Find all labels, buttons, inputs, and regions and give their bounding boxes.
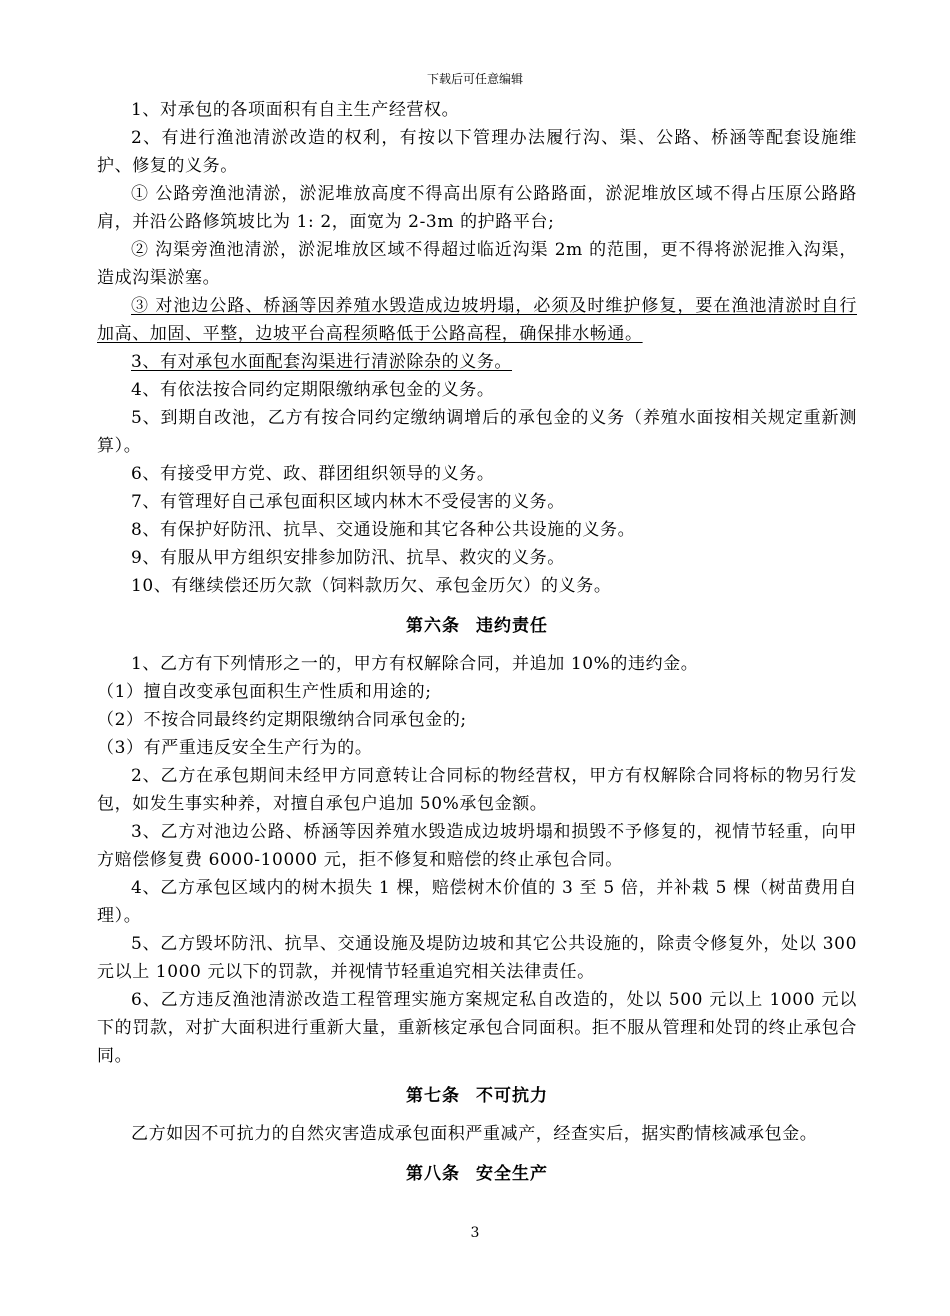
paragraph: 1、对承包的各项面积有自主生产经营权。	[131, 100, 460, 120]
paragraph: 6、有接受甲方党、政、群团组织领导的义务。	[131, 464, 495, 484]
section-heading-7	[97, 1082, 857, 1110]
document-body	[97, 96, 857, 1198]
paragraph: 4、乙方承包区域内的树木损失 1 棵，赔偿树木价值的 3 至 5 倍，并补栽 5 棵（树苗费用自理）。	[97, 878, 857, 926]
paragraph: 5、到期自改池，乙方有按合同约定缴纳调增后的承包金的义务（养殖水面按相关规定重新测算）。	[97, 408, 857, 456]
underlined-paragraph: 3、有对承包水面配套沟渠进行清淤除杂的义务。	[131, 352, 513, 372]
section-number: 第六条	[406, 616, 460, 636]
paragraph: 1、乙方有下列情形之一的，甲方有权解除合同，并追加 10%的违约金。	[131, 654, 699, 674]
paragraph: 10、有继续偿还历欠款（饲料款历欠、承包金历欠）的义务。	[131, 576, 612, 596]
section-title: 安全生产	[476, 1164, 548, 1184]
paragraph: 7、有管理好自己承包面积区域内林木不受侵害的义务。	[131, 492, 565, 512]
paragraph: 4、有依法按合同约定期限缴纳承包金的义务。	[131, 380, 495, 400]
section-title: 不可抗力	[476, 1086, 548, 1106]
page-number: 3	[470, 1225, 480, 1241]
section-title: 违约责任	[476, 616, 548, 636]
paragraph: 3、乙方对池边公路、桥涵等因养殖水毁造成边坡坍塌和损毁不予修复的，视情节轻重，向甲方赔偿修复费 6000-10000 元，拒不修复和赔偿的终止承包合同。	[97, 822, 857, 870]
paragraph: ② 沟渠旁渔池清淤，淤泥堆放区域不得超过临近沟渠 2m 的范围，更不得将淤泥推入沟渠，造成沟渠淤塞。	[97, 240, 857, 288]
paragraph: 2、有进行渔池清淤改造的权利，有按以下管理办法履行沟、渠、公路、桥涵等配套设施维护、修复的义务。	[97, 128, 857, 176]
underlined-paragraph: ③ 对池边公路、桥涵等因养殖水毁造成边坡坍塌，必须及时维护修复，要在渔池清淤时自行加高、加固、平整，边坡平台高程须略低于公路高程，确保排水畅通。	[97, 296, 857, 344]
paragraph: ① 公路旁渔池清淤，淤泥堆放高度不得高出原有公路路面，淤泥堆放区域不得占压原公路路肩，并沿公路修筑坡比为 1: 2，面宽为 2-3m 的护路平台;	[97, 184, 857, 232]
sub-item: （2）不按合同最终约定期限缴纳合同承包金的;	[97, 710, 467, 730]
paragraph: 5、乙方毁坏防汛、抗旱、交通设施及堤防边坡和其它公共设施的，除责令修复外，处以 300 元以上 1000 元以下的罚款，并视情节轻重追究相关法律责任。	[97, 934, 857, 982]
page-header: 下载后可任意编辑	[426, 72, 523, 86]
paragraph: 乙方如因不可抗力的自然灾害造成承包面积严重减产，经查实后，据实酌情核减承包金。	[131, 1124, 818, 1144]
paragraph: 2、乙方在承包期间未经甲方同意转让合同标的物经营权，甲方有权解除合同将标的物另行发包，如发生事实种养，对擅自承包户追加 50%承包金额。	[97, 766, 857, 814]
paragraph: 9、有服从甲方组织安排参加防汛、抗旱、救灾的义务。	[131, 548, 565, 568]
paragraph: 6、乙方违反渔池清淤改造工程管理实施方案规定私自改造的，处以 500 元以上 1000 元以下的罚款，对扩大面积进行重新大量，重新核定承包合同面积。拒不服从管理和处罚的终止承包合同。	[97, 990, 857, 1066]
paragraph: 8、有保护好防汛、抗旱、交通设施和其它各种公共设施的义务。	[131, 520, 636, 540]
sub-item: （1）擅自改变承包面积生产性质和用途的;	[97, 682, 432, 702]
section-heading-8	[97, 1160, 857, 1188]
section-heading-6	[97, 612, 857, 640]
section-number: 第七条	[406, 1086, 460, 1106]
sub-item: （3）有严重违反安全生产行为的。	[97, 738, 373, 758]
section-number: 第八条	[406, 1164, 460, 1184]
